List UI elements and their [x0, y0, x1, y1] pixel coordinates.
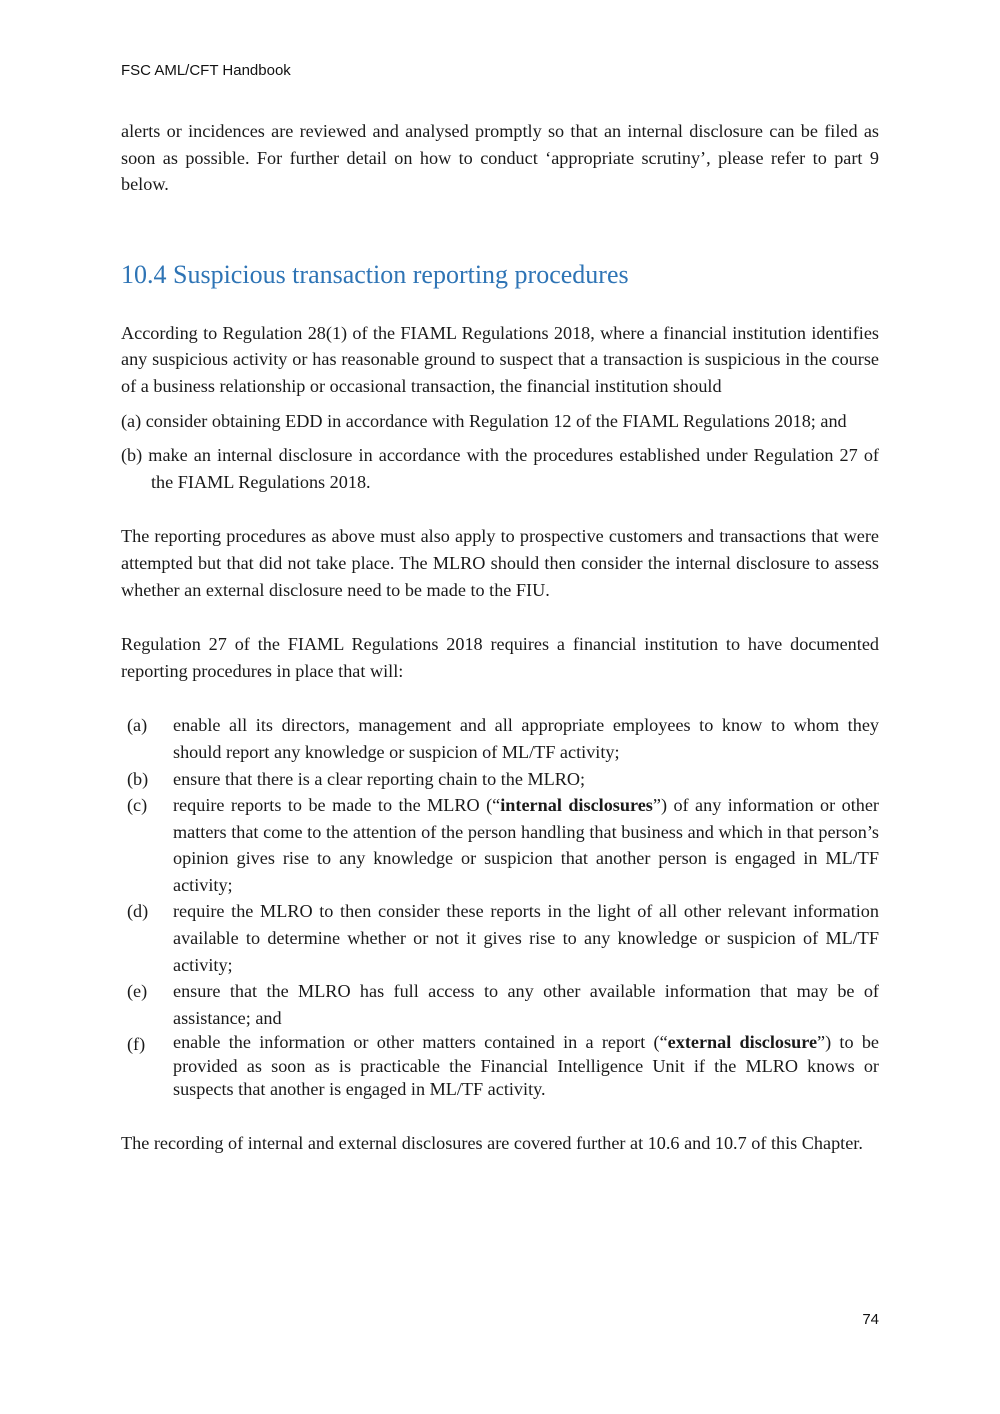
list-item: [121, 766, 879, 793]
list-item-label: (f): [127, 1034, 146, 1055]
internal-disclosures-term: internal disclosures: [500, 795, 653, 816]
list-item-text: ensure that there is a clear reporting chain to the MLRO;: [173, 768, 586, 789]
page-content: [121, 118, 879, 1157]
list-item-label: (d): [127, 901, 149, 922]
list-item-text: [173, 792, 879, 898]
list-item: [121, 1031, 879, 1102]
list-item-text-pre: require reports to be made to the MLRO (“: [173, 795, 501, 816]
prospective-customers-paragraph: The reporting procedures as above must also apply to prospective customers and transactions that were attempted but that did not take place. The MLRO should then consider the internal disclosure to assess whether an external disclosure need to be made to the FIU.: [121, 526, 879, 600]
list-item: [121, 712, 879, 765]
list-item-text: enable all its directors, management and all appropriate employees to know to whom they should report any knowledge or suspicion of ML/TF activity;: [173, 715, 879, 762]
list-item-text-post: ”) of any information or other matters that come to the attention of the person handling that business and which in that person’s opinion gives rise to any knowledge or suspicion that another person is engaged in ML/TF activity;: [173, 795, 879, 895]
section-heading: 10.4 Suspicious transaction reporting procedures: [121, 259, 629, 289]
list-item-label: (c): [127, 795, 148, 816]
list-item-label: (a): [127, 715, 148, 736]
obligation-item-a: (a) consider obtaining EDD in accordance with Regulation 12 of the FIAML Regulations 2018; and: [121, 410, 847, 431]
external-disclosure-term: external disclosure: [667, 1032, 818, 1053]
list-item-label: (e): [127, 981, 148, 1002]
procedures-list: [121, 712, 879, 1102]
list-item-label: (b): [127, 768, 149, 789]
page-number: 74: [862, 1311, 879, 1328]
list-item-text: [173, 1031, 879, 1102]
list-item: [121, 898, 879, 978]
list-item: [121, 792, 879, 898]
list-item-text-post: ”) to be provided as soon as is practicable the Financial Intelligence Unit if the MLRO knows or suspects that another is engaged in ML/TF activity.: [173, 1032, 879, 1100]
list-item: [121, 978, 879, 1031]
obligation-item-b: (b) make an internal disclosure in accordance with the procedures established under Regulation 27 of the FIAML Regulations 2018.: [121, 445, 879, 492]
intro-paragraph: alerts or incidences are reviewed and analysed promptly so that an internal disclosure can be filed as soon as possible. For further detail on how to conduct ‘appropriate scrutiny’, please refer to part 9 below.: [121, 121, 879, 195]
running-header: FSC AML/CFT Handbook: [121, 62, 291, 79]
obligation-list: [121, 408, 879, 496]
regulation-27-paragraph: Regulation 27 of the FIAML Regulations 2018 requires a financial institution to have documented reporting procedures in place that will:: [121, 634, 879, 681]
closing-paragraph: The recording of internal and external disclosures are covered further at 10.6 and 10.7 of this Chapter.: [121, 1132, 863, 1153]
regulation-28-paragraph: According to Regulation 28(1) of the FIAML Regulations 2018, where a financial institution identifies any suspicious activity or has reasonable ground to suspect that a transaction is suspicious in the course of a business relationship or occasional transaction, the financial institution should: [121, 322, 879, 396]
list-item-text-pre: enable the information or other matters contained in a report (“: [173, 1032, 668, 1053]
list-item-text: ensure that the MLRO has full access to any other available information that may be of assistance; and: [173, 981, 879, 1028]
list-item-text: require the MLRO to then consider these reports in the light of all other relevant information available to determine whether or not it gives rise to any knowledge or suspicion of ML/TF activity;: [173, 901, 879, 975]
